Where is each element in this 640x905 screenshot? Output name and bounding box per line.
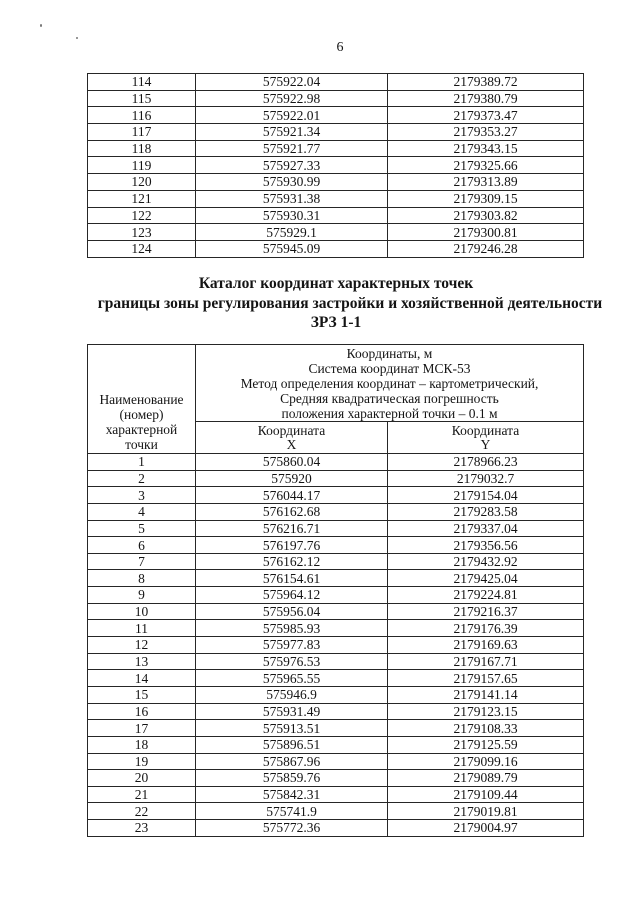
y-coordinate-cell: 2179313.89	[388, 174, 584, 191]
y-coordinate-cell: 2179246.28	[388, 240, 584, 257]
point-number-cell: 7	[88, 553, 196, 570]
x-coordinate-cell: 575920	[196, 470, 388, 487]
zone-code: ЗРЗ 1-1	[310, 314, 362, 331]
table-row	[88, 487, 584, 504]
table-row	[88, 224, 584, 241]
x-coordinate-header	[196, 422, 388, 454]
point-number-cell: 15	[88, 686, 196, 703]
x-coordinate-cell: 575896.51	[196, 736, 388, 753]
x-coordinate-cell: 575946.9	[196, 686, 388, 703]
header-line: Метод определения координат – картометрический,	[240, 376, 539, 391]
header-line: Координаты, м	[346, 346, 433, 361]
x-coordinate-cell: 575859.76	[196, 770, 388, 787]
point-number-cell: 20	[88, 770, 196, 787]
point-number-cell: 6	[88, 537, 196, 554]
point-number-cell: 17	[88, 720, 196, 737]
y-coordinate-cell: 2179373.47	[388, 107, 584, 124]
x-coordinate-cell: 575922.04	[196, 74, 388, 91]
y-coordinate-cell: 2179019.81	[388, 803, 584, 820]
y-coordinate-cell: 2179356.56	[388, 537, 584, 554]
scan-speck	[76, 37, 78, 39]
table-row	[88, 520, 584, 537]
x-coordinate-cell: 575772.36	[196, 820, 388, 837]
point-number-cell: 4	[88, 503, 196, 520]
table-row	[88, 670, 584, 687]
y-coordinate-cell: 2179303.82	[388, 207, 584, 224]
point-number-cell: 10	[88, 603, 196, 620]
header-line: (номер)	[119, 407, 164, 422]
y-coordinate-cell: 2179389.72	[388, 74, 584, 91]
x-coordinate-cell: 576162.68	[196, 503, 388, 520]
table-row	[88, 587, 584, 604]
point-number-cell: 18	[88, 736, 196, 753]
x-coordinate-cell: 575842.31	[196, 786, 388, 803]
point-number-cell: 16	[88, 703, 196, 720]
catalog-heading	[60, 274, 612, 333]
x-coordinate-cell: 575929.1	[196, 224, 388, 241]
point-number-cell: 21	[88, 786, 196, 803]
header-line: характерной	[105, 422, 178, 437]
y-coordinate-cell: 2179432.92	[388, 553, 584, 570]
x-coordinate-cell: 575927.33	[196, 157, 388, 174]
header-line: Y	[480, 436, 491, 452]
table-row	[88, 240, 584, 257]
table-row	[88, 107, 584, 124]
x-coordinate-cell: 575977.83	[196, 637, 388, 654]
table-row	[88, 703, 584, 720]
y-coordinate-cell: 2179108.33	[388, 720, 584, 737]
point-number-cell: 117	[88, 124, 196, 141]
x-coordinate-cell: 575985.93	[196, 620, 388, 637]
x-coordinate-cell: 576154.61	[196, 570, 388, 587]
y-coordinate-cell: 2179125.59	[388, 736, 584, 753]
table-row	[88, 190, 584, 207]
y-coordinate-cell: 2179032.7	[388, 470, 584, 487]
header-line: X	[286, 436, 297, 452]
y-coordinate-header	[388, 422, 584, 454]
point-number-cell: 3	[88, 487, 196, 504]
header-line: положения характерной точки – 0.1 м	[281, 406, 498, 421]
catalog-title-line: границы зоны регулирования застройки и хозяйственной деятельности	[97, 294, 603, 312]
y-coordinate-cell: 2179004.97	[388, 820, 584, 837]
point-number-cell: 1	[88, 454, 196, 471]
table-row	[88, 503, 584, 520]
catalog-title-line: Каталог координат характерных точек	[198, 275, 474, 292]
y-coordinate-cell: 2179141.14	[388, 686, 584, 703]
table-row	[88, 157, 584, 174]
coordinates-header	[196, 345, 584, 422]
table-row	[88, 470, 584, 487]
point-number-cell: 120	[88, 174, 196, 191]
point-number-cell: 123	[88, 224, 196, 241]
table-row	[88, 736, 584, 753]
x-coordinate-cell: 575921.34	[196, 124, 388, 141]
y-coordinate-cell: 2179337.04	[388, 520, 584, 537]
y-coordinate-cell: 2179216.37	[388, 603, 584, 620]
y-coordinate-cell: 2179109.44	[388, 786, 584, 803]
y-coordinate-cell: 2179154.04	[388, 487, 584, 504]
point-number-cell: 5	[88, 520, 196, 537]
point-number-cell: 119	[88, 157, 196, 174]
table-row	[88, 90, 584, 107]
y-coordinate-cell: 2179325.66	[388, 157, 584, 174]
header-line: Система координат МСК-53	[308, 361, 471, 376]
table-row	[88, 454, 584, 471]
table-row	[88, 74, 584, 91]
header-line: точки	[125, 437, 158, 452]
table-row	[88, 553, 584, 570]
point-number-cell: 124	[88, 240, 196, 257]
table-row	[88, 174, 584, 191]
point-number-cell: 11	[88, 620, 196, 637]
x-coordinate-cell: 575964.12	[196, 587, 388, 604]
x-coordinate-cell: 575860.04	[196, 454, 388, 471]
point-number-cell: 14	[88, 670, 196, 687]
table-row	[88, 537, 584, 554]
point-number-cell: 121	[88, 190, 196, 207]
y-coordinate-cell: 2179099.16	[388, 753, 584, 770]
table-row	[88, 637, 584, 654]
point-name-header	[88, 345, 196, 454]
point-number-cell: 114	[88, 74, 196, 91]
table-row	[88, 820, 584, 837]
y-coordinate-cell: 2179380.79	[388, 90, 584, 107]
x-coordinate-cell: 575922.98	[196, 90, 388, 107]
point-number-cell: 12	[88, 637, 196, 654]
point-number-cell: 22	[88, 803, 196, 820]
table-row	[88, 803, 584, 820]
y-coordinate-cell: 2179224.81	[388, 587, 584, 604]
y-coordinate-cell: 2179425.04	[388, 570, 584, 587]
y-coordinate-cell: 2179300.81	[388, 224, 584, 241]
point-number-cell: 19	[88, 753, 196, 770]
point-number-cell: 23	[88, 820, 196, 837]
table-row	[88, 720, 584, 737]
y-coordinate-cell: 2179343.15	[388, 140, 584, 157]
x-coordinate-cell: 575976.53	[196, 653, 388, 670]
y-coordinate-cell: 2179353.27	[388, 124, 584, 141]
table-row	[88, 786, 584, 803]
table-row	[88, 686, 584, 703]
point-number-cell: 116	[88, 107, 196, 124]
x-coordinate-cell: 575867.96	[196, 753, 388, 770]
y-coordinate-cell: 2179309.15	[388, 190, 584, 207]
y-coordinate-cell: 2178966.23	[388, 454, 584, 471]
table-row	[88, 124, 584, 141]
y-coordinate-cell: 2179089.79	[388, 770, 584, 787]
x-coordinate-cell: 575956.04	[196, 603, 388, 620]
x-coordinate-cell: 575931.38	[196, 190, 388, 207]
y-coordinate-cell: 2179157.65	[388, 670, 584, 687]
point-number-cell: 118	[88, 140, 196, 157]
x-coordinate-cell: 576197.76	[196, 537, 388, 554]
point-number-cell: 2	[88, 470, 196, 487]
coordinates-table-continued	[87, 73, 584, 258]
table-row	[88, 140, 584, 157]
y-coordinate-cell: 2179123.15	[388, 703, 584, 720]
page-number: 6	[336, 40, 344, 55]
x-coordinate-cell: 575741.9	[196, 803, 388, 820]
x-coordinate-cell: 575913.51	[196, 720, 388, 737]
point-number-cell: 8	[88, 570, 196, 587]
y-coordinate-cell: 2179169.63	[388, 637, 584, 654]
table-row	[88, 770, 584, 787]
table-row	[88, 753, 584, 770]
table-row	[88, 653, 584, 670]
x-coordinate-cell: 575930.31	[196, 207, 388, 224]
table-row	[88, 620, 584, 637]
x-coordinate-cell: 575965.55	[196, 670, 388, 687]
table-row	[88, 603, 584, 620]
x-coordinate-cell: 576162.12	[196, 553, 388, 570]
x-coordinate-cell: 575930.99	[196, 174, 388, 191]
coordinates-catalog-table	[87, 344, 584, 837]
x-coordinate-cell: 576216.71	[196, 520, 388, 537]
x-coordinate-cell: 576044.17	[196, 487, 388, 504]
point-number-cell: 13	[88, 653, 196, 670]
table-row	[88, 570, 584, 587]
point-number-cell: 122	[88, 207, 196, 224]
scan-speck	[40, 24, 42, 27]
y-coordinate-cell: 2179176.39	[388, 620, 584, 637]
x-coordinate-cell: 575921.77	[196, 140, 388, 157]
point-number-cell: 115	[88, 90, 196, 107]
point-number-cell: 9	[88, 587, 196, 604]
table-row	[88, 207, 584, 224]
x-coordinate-cell: 575931.49	[196, 703, 388, 720]
x-coordinate-cell: 575922.01	[196, 107, 388, 124]
header-line: Координата	[257, 422, 326, 438]
header-line: Координата	[451, 422, 520, 438]
y-coordinate-cell: 2179167.71	[388, 653, 584, 670]
y-coordinate-cell: 2179283.58	[388, 503, 584, 520]
x-coordinate-cell: 575945.09	[196, 240, 388, 257]
header-line: Наименование	[99, 392, 184, 407]
header-line: Средняя квадратическая погрешность	[280, 391, 499, 406]
